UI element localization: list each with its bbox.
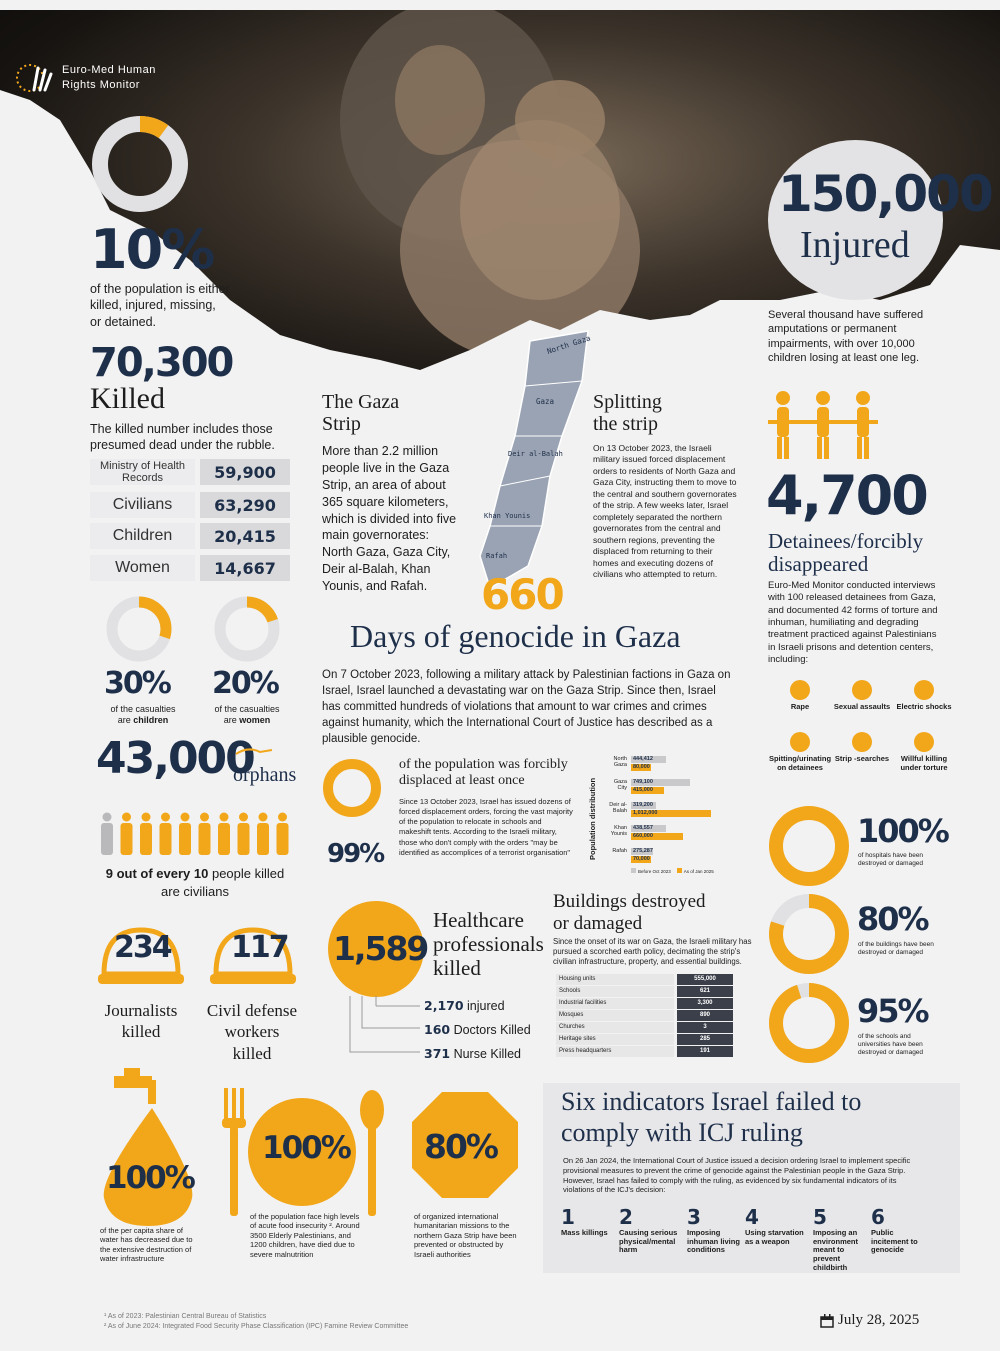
icj-indicator [745,1205,817,1246]
women-pct: 20% [212,666,278,701]
brand-name-line2: Rights Monitor [62,79,140,91]
detainees-figures-icon [768,390,878,462]
person-icon [122,813,131,822]
buildings-row-value: 191 [677,1046,733,1057]
missions-text: of organized international humanitarian missions to the northern Gaza Strip have been prevented or obstructed by Israeli authorities [414,1212,517,1259]
torture-form-item [890,732,958,772]
chart-bar: 415,000 [631,787,664,794]
person-body [257,823,269,855]
buildings-text: Since the onset of its war on Gaza, the Israeli military has pursued a scorched earth policy, decimating the strip's civilian infrastructure, property, and essential buildings. [553,937,752,967]
torture-form-item [828,732,896,764]
hospitals-value: 100% [857,812,948,850]
footnote-2: ² As of June 2024: Integrated Food Security Phase Classification (IPC) Famine Review Committee [104,1323,409,1330]
person-icon [220,813,229,822]
person-icon [259,813,268,822]
chart-category-label: Deir al-Balah [609,802,627,815]
injured-value: 150,000 [778,165,992,223]
children-caption: of the casualties are children [110,704,176,726]
brand-logo [14,58,156,98]
icj-indicator-label: Imposing inhuman living conditions [687,1228,740,1255]
icj-indicator-number: 6 [871,1205,885,1229]
chart-bar: 749,100 [631,779,690,786]
orphans-label: orphans [233,764,297,786]
brand-name-line1: Euro-Med Human [62,64,156,77]
person-body [140,823,152,855]
splitting-text: On 13 October 2023, the Israeli military issued forced displacement orders to residents of North Gaza and Gaza City, instructing them to move to the central and southern governorates of the strip. A few weeks later, Israel completely separated the northern governorates from the central and southern regions, preventing the displaced from returning to their homes and executing dozens of civilians who attempted to return. [593,443,737,580]
civilians-ratio-text: 9 out of every 10 people killed are civilians [105,866,285,899]
legend-label: Before Oct 2023 [638,869,671,874]
chart-bar: 319,200 [631,802,656,809]
icj-title: Six indicators Israel failed to comply with ICJ ruling [561,1087,862,1148]
torture-form-label: Strip -searches [834,754,890,763]
orphans-value: 43,000 [96,733,254,784]
legend-swatch [677,868,682,873]
torture-form-item [766,680,834,712]
buildings-row-label: Housing units [556,974,674,985]
icj-indicator-label: Public incitement to genocide [871,1228,918,1255]
buildings-row [556,1022,734,1033]
buildings-row [556,986,734,997]
person-icon [142,813,151,822]
map-label-north-gaza: North Gaza [545,333,592,356]
person-icon [278,813,287,822]
person-icon [181,813,190,822]
hc-nurses: 371 Nurse Killed [424,1046,521,1061]
person-body [199,823,211,855]
healthcare-title: Healthcare professionals killed [433,908,544,981]
killed-row-women: Women 14,667 [90,555,290,581]
person-body [121,823,133,855]
chart-bar: 660,000 [631,833,683,840]
buildings-row [556,1010,734,1021]
buildings-row-value: 3 [677,1022,733,1033]
food-text: of the population face high levels of acute food insecurity ². Around 3500 Elderly Palestinians, and 1200 children, have died due to severe malnutrition [250,1212,360,1259]
displaced-value: 99% [327,839,384,869]
person-icon [239,813,248,822]
buildings-row-value: 890 [677,1010,733,1021]
buildings-title: Buildings destroyed or damaged [553,891,706,934]
buildings-row-value: 621 [677,986,733,997]
missions-value: 80% [424,1127,497,1166]
journalists-label: Journalists killed [104,1001,178,1042]
population-value: 10% [90,218,214,281]
rape-icon [790,680,810,700]
gaza-strip-title: The Gaza Strip [322,391,400,435]
calendar-icon [820,1314,834,1328]
icj-indicator-number: 1 [561,1205,575,1229]
icj-indicator [871,1205,943,1255]
torture-form-item [890,680,958,712]
legend-swatch [631,868,636,873]
schools-pct-value: 95% [857,992,928,1030]
icj-indicator-label: Imposing an environment meant to prevent childbirth [813,1228,859,1272]
chart-ylabel-wrap [588,760,600,860]
torture-form-label: Electric shocks [896,702,952,711]
killed-row-ministry: Ministry of Health Records 59,900 [90,459,290,485]
torture-form-item [828,680,896,712]
buildings-row-value: 3,300 [677,998,733,1009]
buildings-row-value: 285 [677,1034,733,1045]
person-body [101,823,113,855]
map-label-rafah: Rafah [486,552,508,560]
date-stamp: July 28, 2025 [820,1312,919,1329]
buildings-row-label: Churches [556,1022,674,1033]
water-text: of the per capita share of water has decreased due to the extensive destruction of water infrastructure [100,1226,193,1264]
gaza-map [470,326,600,596]
displaced-title: of the population was forcibly displaced at least once [399,757,568,789]
torture-forms-grid [766,680,966,780]
urinating-icon [790,732,810,752]
children-donut [104,594,174,664]
chart-category-label: Gaza City [613,779,627,792]
schools-pct-text: of the schools and universities have been destroyed or damaged [858,1033,924,1057]
hc-injured: 2,170 injured [424,998,505,1013]
chart-category-label: North Gaza [613,756,627,769]
chart-bar: 438,557 [631,825,666,832]
torture-form-label: Sexual assaults [833,702,891,711]
buildings-donut [768,893,850,975]
hospitals-text: of hospitals have been destroyed or damaged [858,852,924,868]
person-body [277,823,289,855]
healthcare-connector [340,996,420,1056]
hc-doctors: 160 Doctors Killed [424,1022,531,1037]
civil-defense-label: Civil defense workers killed [206,1001,298,1063]
killed-value: 70,300 [90,340,233,386]
chart-ylabel: Population distribution [588,777,597,860]
gaza-strip-text: More than 2.2 million people live in the Gaza Strip, an area of about 365 square kilometers, which is divided into five main governorates: North Gaza, Gaza City, Deir al-Balah, Khan Younis, and Rafah. [322,444,457,593]
legend-label: As of Jan 2025 [683,869,714,874]
torture-form-label: Spitting/urinating on detainees [768,754,832,772]
children-pct: 30% [104,666,170,701]
hand-icon [234,742,274,760]
buildings-row [556,974,734,985]
chart-category-label: Rafah [612,848,627,854]
person-icon [161,813,170,822]
killed-text: The killed number includes those presumed dead under the rubble. [90,422,275,453]
chart-bar: 275,287 [633,848,653,854]
healthcare-value: 1,589 [333,929,428,968]
journalists-value: 234 [114,930,171,965]
person-icon [200,813,209,822]
days-title: Days of genocide in Gaza [350,618,681,654]
killing-icon [914,732,934,752]
icj-indicator-number: 2 [619,1205,633,1229]
buildings-row [556,1034,734,1045]
women-caption: of the casualties are women [214,704,280,726]
buildings-row-label: Schools [556,986,674,997]
hand-logo-icon [14,58,56,98]
icj-indicator-label: Mass killings [561,1228,608,1237]
map-label-deir: Deir al-Balah [508,450,563,458]
killed-row-civilians: Civilians 63,290 [90,492,290,518]
killed-row-children: Children 20,415 [90,523,290,549]
buildings-row [556,1046,734,1057]
icj-indicator-label: Causing serious physical/mental harm [619,1228,678,1255]
food-value: 100% [262,1130,350,1166]
strip-icon [852,732,872,752]
chart-legend [631,868,720,874]
population-text: of the population is either killed, injured, missing, or detained. [90,282,230,329]
buildings-pct-value: 80% [857,900,928,938]
icj-indicator [619,1205,691,1255]
icj-indicator-number: 5 [813,1205,827,1229]
schools-donut [768,982,850,1064]
days-value: 660 [481,570,563,619]
footnote-1: ¹ As of 2023: Palestinian Central Bureau of Statistics [104,1313,267,1320]
water-drop-icon [90,1068,200,1228]
days-text: On 7 October 2023, following a military attack by Palestinian factions in Gaza on Israel, Israel launched a devastating war on the Gaza Strip. Since then, Israel has committed hundreds of violations that amount to war crimes and crimes against humanity, which the International Court of Justice has described as a plausible genocide. [322,669,731,746]
displaced-donut [322,758,382,818]
population-donut [90,114,190,214]
buildings-pct-text: of the buildings have been destroyed or damaged [858,941,934,957]
person-body [238,823,250,855]
person-body [179,823,191,855]
injured-text: Several thousand have suffered amputations or permanent impairments, with over 10,000 children losing at least one leg. [768,309,924,364]
buildings-row-label: Heritage sites [556,1034,674,1045]
chart-category-label: Khan Younis [610,825,627,838]
assault-icon [852,680,872,700]
icj-indicator-number: 4 [745,1205,759,1229]
killed-label: Killed [90,382,165,415]
buildings-row-label: Industrial facilities [556,998,674,1009]
chart-bar: 1,012,000 [631,810,711,817]
buildings-row-label: Press headquarters [556,1046,674,1057]
detainees-value: 4,700 [766,464,927,527]
chart-bar: 70,000 [633,856,650,862]
map-label-gaza: Gaza [536,397,555,406]
splitting-title: Splitting the strip [593,391,662,435]
torture-form-item [766,732,834,772]
people-icons [98,812,294,856]
women-donut [212,594,282,664]
population-chart [603,756,743,872]
torture-form-label: Rape [790,702,810,711]
civil-defense-value: 117 [231,930,288,965]
torture-form-label: Willful killing under torture [900,754,948,772]
chart-bar: 80,000 [633,764,650,770]
map-label-khan-younis: Khan Younis [484,512,531,520]
buildings-row [556,998,734,1009]
icj-text: On 26 Jan 2024, the International Court of Justice issued a decision ordering Israel to implement specific provisional measures to prevent the crime of genocide against the Palestinian people in the Gaza Strip. However, Israel has failed to comply with the ruling, as evidenced by six fundamental indicators of its violations of the ICJ's decision: [563,1156,911,1195]
icj-indicator-label: Using starvation as a weapon [745,1228,804,1246]
water-value: 100% [106,1160,194,1196]
displaced-text: Since 13 October 2023, Israel has issued dozens of forced displacement orders, forcing the vast majority of the population to relocate in schools and makeshift tents. According to the Israeli military, those who don't comply with the orders "may be identified as accomplices of a terrorist organisation" [399,797,573,857]
person-icon [103,813,112,822]
electric-icon [914,680,934,700]
detainees-title: Detainees/forcibly disappeared [768,529,924,577]
buildings-row-value: 555,000 [677,974,733,985]
chart-bar: 444,412 [631,756,666,763]
icj-indicator-number: 3 [687,1205,701,1229]
detainees-text: Euro-Med Monitor conducted interviews with 100 released detainees from Gaza, and documented 42 forms of torture and inhuman, humiliating and degrading treatment practiced against Palestinians in Israeli prisons and detention centers, including: [768,580,938,666]
person-body [218,823,230,855]
buildings-row-label: Mosques [556,1010,674,1021]
hospitals-donut [768,805,850,887]
injured-label: Injured [800,224,910,266]
person-body [160,823,172,855]
